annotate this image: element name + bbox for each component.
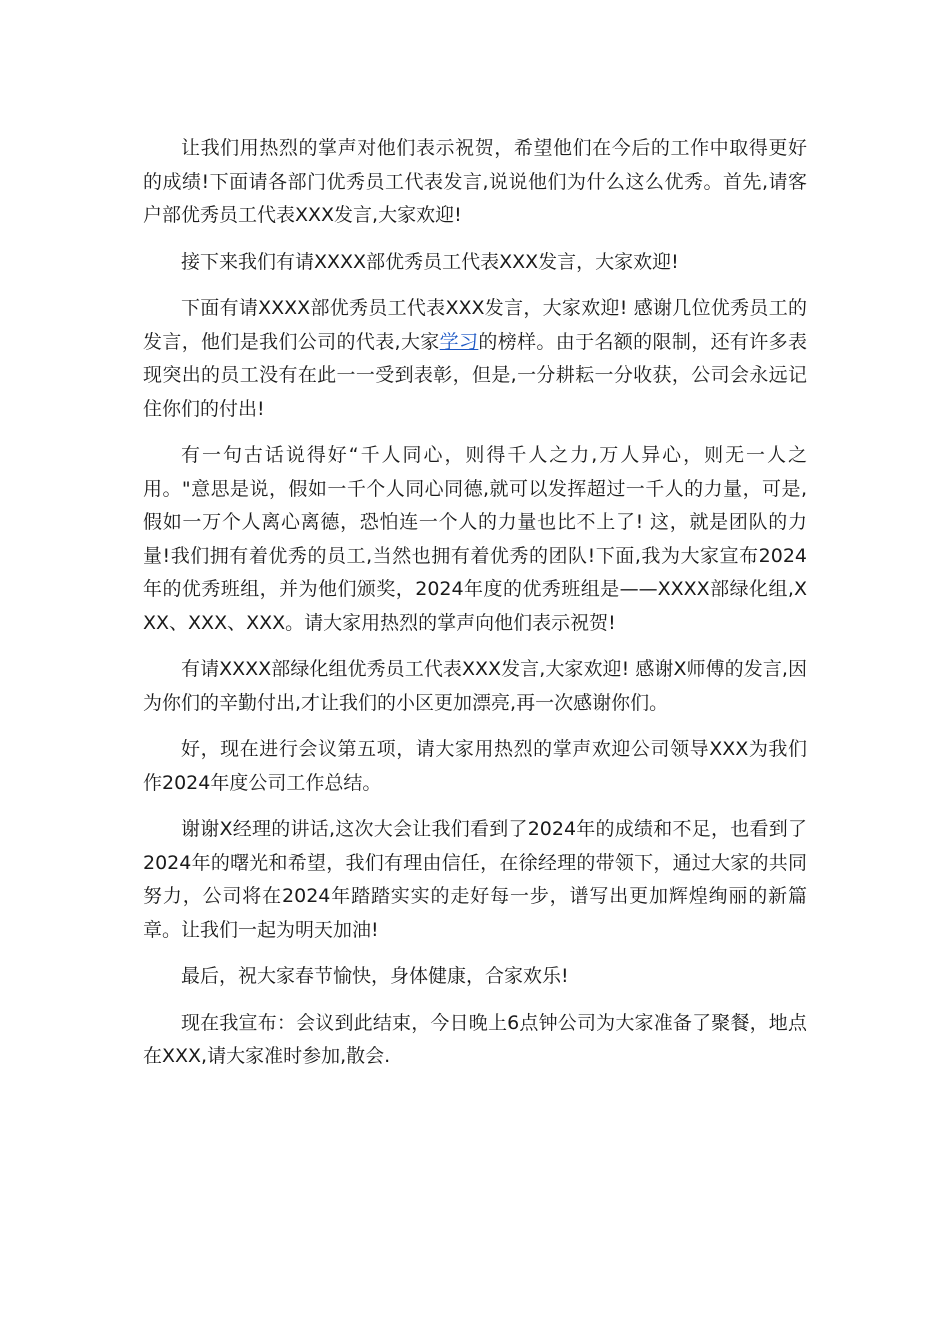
paragraph-8: 最后，祝大家春节愉快，身体健康，合家欢乐! [181,965,569,987]
paragraph-1: 让我们用热烈的掌声对他们表示祝贺，希望他们在今后的工作中取得更好的成绩!下面请各部门优秀员工代表发言,说说他们为什么这么优秀。首先,请客户部优秀员工代表XXX发言,大家欢迎! [143,137,807,226]
paragraph-4: 有一句古话说得好“千人同心，则得千人之力,万人异心，则无一人之用。"意思是说，假如一千个人同心同德,就可以发挥超过一千人的力量，可是,假如一万个人离心离德，恐怕连一个人的力量也比不上了! 这，就是团队的力量!我们拥有着优秀的员工,当然也拥有着优秀的团队!下面,我为大家宣布2024年的优秀班组，并为他们颁奖，2024年度的优秀班组是——XXXX部绿化组,XXX、XXX、XXX。请大家用热烈的掌声向他们表示祝贺! [143,444,807,634]
paragraph-3 [143,292,807,426]
paragraph-5: 有请XXXX部绿化组优秀员工代表XXX发言,大家欢迎! 感谢X师傅的发言,因为你们的辛勤付出,才让我们的小区更加漂亮,再一次感谢你们。 [143,658,807,714]
paragraph-9: 现在我宣布：会议到此结束，今日晚上6点钟公司为大家准备了聚餐，地点在XXX,请大家准时参加,散会. [143,1011,807,1067]
paragraph-2: 接下来我们有请XXXX部优秀员工代表XXX发言，大家欢迎! [181,250,679,273]
study-link[interactable]: 学习 [439,330,479,353]
paragraph-7: 谢谢X经理的讲话,这次大会让我们看到了2024年的成绩和不足，也看到了2024年的曙光和希望，我们有理由信任，在徐经理的带领下，通过大家的共同努力，公司将在2024年踏踏实实的走好每一步，谱写出更加辉煌绚丽的新篇章。让我们一起为明天加油! [143,818,807,941]
paragraph-6: 好，现在进行会议第五项，请大家用热烈的掌声欢迎公司领导XXX为我们作2024年度公司工作总结。 [143,738,807,794]
document-page [143,132,807,1087]
paragraph-3-text-after: 的榜样。由于名额的限制，还有许多表现突出的员工没有在此一一受到表彰，但是,一分耕耘一分收获，公司会永远记住你们的付出! [143,330,807,420]
paragraph-3-text-before: 下面有请XXXX部优秀员工代表XXX发言，大家欢迎! 感谢几位优秀员工的发言，他们是我们公司的代表,大家 [143,297,807,353]
